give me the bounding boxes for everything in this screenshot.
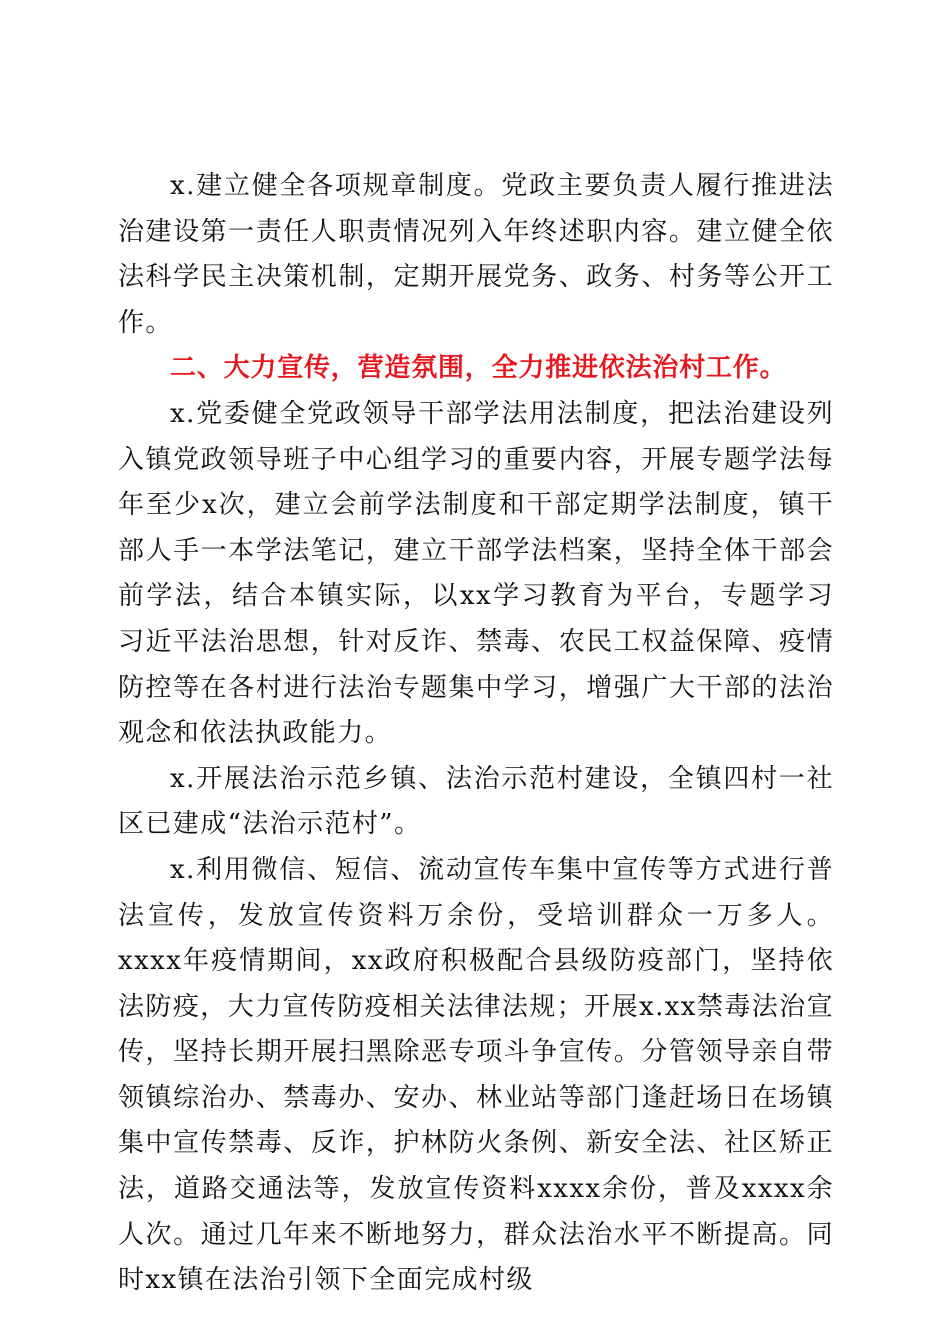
paragraph-publicity: x.利用微信、短信、流动宣传车集中宣传等方式进行普法宣传，发放宣传资料万余份，受培训群众一万多人。xxxx年疫情期间，xx政府积极配合县级防疫部门，坚持依法防疫，大力宣传防疫相关法律法规；开展x.xx禁毒法治宣传，坚持长期开展扫黑除恶专项斗争宣传。分管领导亲自带领镇综治办、禁毒办、安办、林业站等部门逢赶场日在场镇集中宣传禁毒、反诈，护林防火条例、新安全法、社区矫正法，道路交通法等，发放宣传资料xxxx余份，普及xxxx余人次。通过几年来不断地努力，群众法治水平不断提高。同时xx镇在法治引领下全面完成村级 <box>118 854 834 1296</box>
paragraph-model-villages: x.开展法治示范乡镇、法治示范村建设，全镇四村一社区已建成“法治示范村”。 <box>118 763 834 840</box>
document-body <box>118 164 834 1304</box>
section-heading: 二、大力宣传，营造氛围，全力推进依法治村工作。 <box>170 353 787 384</box>
paragraph-regulations: x.建立健全各项规章制度。党政主要负责人履行推进法治建设第一责任人职责情况列入年终述职内容。建立健全依法科学民主决策机制，定期开展党务、政务、村务等公开工作。 <box>118 171 834 338</box>
paragraph-cadre-study: x.党委健全党政领导干部学法用法制度，把法治建设列入镇党政领导班子中心组学习的重要内容，开展专题学法每年至少x次，建立会前学法制度和干部定期学法制度，镇干部人手一本学法笔记，建立干部学法档案，坚持全体干部会前学法，结合本镇实际，以xx学习教育为平台，专题学习习近平法治思想，针对反诈、禁毒、农民工权益保障、疫情防控等在各村进行法治专题集中学习，增强广大干部的法治观念和依法执政能力。 <box>118 398 834 749</box>
